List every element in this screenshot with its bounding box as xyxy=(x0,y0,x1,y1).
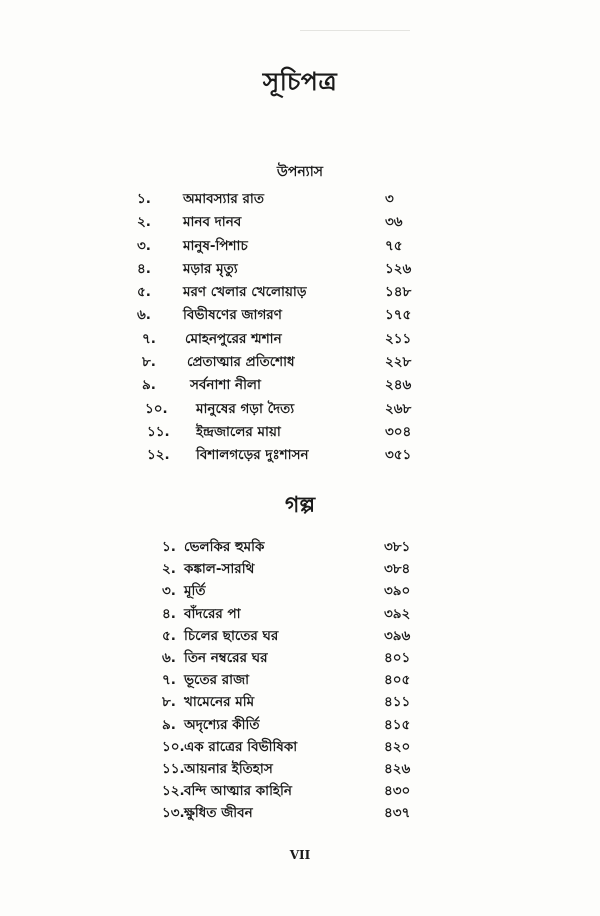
entry-number: ৯. xyxy=(162,716,176,733)
entry-page-number: ৩৯০ xyxy=(384,583,411,600)
entry-title: ক্ষুধিত জীবন xyxy=(184,805,253,822)
novels-list xyxy=(0,188,600,468)
entry-page-number: ৩৯২ xyxy=(384,605,411,622)
entry-number: ১২. xyxy=(147,447,170,464)
toc-entry xyxy=(0,603,600,625)
entry-page-number: ৩৯৬ xyxy=(384,627,411,644)
entry-title: ভূতের রাজা xyxy=(184,672,250,689)
entry-title: প্রেতাত্মার প্রতিশোধ xyxy=(187,354,295,371)
toc-entry xyxy=(0,281,600,304)
entry-number: ১১. xyxy=(147,423,170,440)
entry-number: ১. xyxy=(162,539,176,555)
entry-page-number: ৪৩৭ xyxy=(384,805,411,822)
entry-number: ১০. xyxy=(145,400,168,417)
entry-title: মানুষ-পিশাচ xyxy=(183,237,248,254)
entry-title: বাঁদরের পা xyxy=(184,605,241,622)
entry-title: তিন নম্বরের ঘর xyxy=(184,649,268,666)
toc-entry xyxy=(0,625,600,647)
entry-number: ৭. xyxy=(142,330,156,347)
entry-page-number: ৩৮৪ xyxy=(384,561,411,578)
entry-page-number: ২১১ xyxy=(385,330,412,347)
toc-entry xyxy=(0,691,600,713)
scan-artifact xyxy=(300,30,410,31)
entry-page-number: ৩০৪ xyxy=(385,423,412,440)
entry-page-number: ৪০৫ xyxy=(384,672,411,689)
section-heading-stories: গল্প xyxy=(284,493,316,518)
toc-entry xyxy=(0,580,600,602)
toc-entry xyxy=(0,421,600,444)
page-number: VII xyxy=(289,848,311,862)
toc-entry xyxy=(0,304,600,327)
entry-title: সর্বনাশা নীলা xyxy=(190,377,261,394)
toc-entry xyxy=(0,398,600,421)
entry-title: অদৃশ্যের কীর্তি xyxy=(184,716,260,733)
toc-entry xyxy=(0,780,600,802)
entry-number: ৫. xyxy=(137,284,151,301)
entry-number: ১. xyxy=(137,191,151,207)
entry-title: খামেনের মমি xyxy=(184,694,255,711)
toc-entry xyxy=(0,351,600,374)
entry-number: ১২. xyxy=(162,783,185,800)
entry-title: এক রাত্রের বিভীষিকা xyxy=(184,738,298,755)
entry-title: চিলের ছাতের ঘর xyxy=(184,627,279,644)
entry-page-number: ২৬৮ xyxy=(385,400,412,417)
entry-page-number: ৩৬ xyxy=(385,214,403,231)
entry-number: ৪. xyxy=(137,260,151,277)
toc-entry xyxy=(0,714,600,736)
entry-page-number: ৪২৬ xyxy=(384,760,411,777)
entry-page-number: ৪০১ xyxy=(384,649,411,666)
entry-title: মানব দানব xyxy=(183,214,242,231)
toc-entry xyxy=(0,647,600,669)
entry-number: ৩. xyxy=(137,237,151,254)
stories-list xyxy=(0,536,600,825)
entry-page-number: ৪২০ xyxy=(384,738,411,755)
toc-entry xyxy=(0,374,600,397)
entry-title: মড়ার মৃত্যু xyxy=(183,260,238,277)
entry-title: বিশালগড়ের দুঃশাসন xyxy=(196,447,309,464)
entry-page-number: ৭৫ xyxy=(385,237,403,254)
entry-number: ৪. xyxy=(162,605,176,622)
toc-entry xyxy=(0,188,600,211)
entry-number: ১৩. xyxy=(162,805,185,822)
entry-page-number: ৩ xyxy=(385,191,394,207)
entry-number: ৬. xyxy=(162,649,176,666)
entry-page-number: ২২৮ xyxy=(385,354,412,371)
entry-number: ৫. xyxy=(162,627,176,644)
toc-entry xyxy=(0,211,600,234)
entry-title: মূর্তি xyxy=(184,583,206,600)
entry-title: বন্দি আত্মার কাহিনি xyxy=(184,783,292,800)
entry-number: ৮. xyxy=(162,694,176,711)
toc-entry xyxy=(0,669,600,691)
toc-entry xyxy=(0,758,600,780)
entry-title: মরণ খেলার খেলোয়াড় xyxy=(183,284,307,301)
entry-number: ২. xyxy=(137,214,151,231)
entry-page-number: ৩৫১ xyxy=(385,447,412,464)
toc-entry xyxy=(0,802,600,824)
toc-entry xyxy=(0,736,600,758)
entry-title: মোহনপুরের শ্মশান xyxy=(185,330,282,347)
entry-page-number: ৩৮১ xyxy=(384,539,411,555)
entry-title: আয়নার ইতিহাস xyxy=(184,760,273,777)
entry-number: ৬. xyxy=(137,307,151,324)
toc-entry xyxy=(0,235,600,258)
entry-title: ইন্দ্রজালের মায়া xyxy=(196,423,281,440)
toc-entry xyxy=(0,558,600,580)
toc-entry xyxy=(0,258,600,281)
entry-number: ৯. xyxy=(142,377,156,394)
entry-page-number: ২৪৬ xyxy=(385,377,412,394)
entry-number: ১০. xyxy=(162,738,185,755)
entry-page-number: ৪৩০ xyxy=(384,783,411,800)
entry-title: কঙ্কাল-সারথি xyxy=(184,561,255,578)
entry-title: অমাবস্যার রাত xyxy=(183,191,264,207)
entry-title: মানুষের গড়া দৈত্য xyxy=(196,400,295,417)
entry-page-number: ১২৬ xyxy=(385,260,412,277)
toc-entry xyxy=(0,328,600,351)
entry-number: ৩. xyxy=(162,583,176,600)
entry-page-number: ১৪৮ xyxy=(385,284,412,301)
entry-title: ভেলকির হুমকি xyxy=(184,539,265,555)
page-title: সূচিপত্র xyxy=(262,67,338,96)
entry-number: ৮. xyxy=(142,354,156,371)
entry-number: ২. xyxy=(162,561,176,578)
entry-page-number: ১৭৫ xyxy=(385,307,412,324)
section-heading-novels: উপন্যাস xyxy=(276,164,324,180)
entry-page-number: ৪১৫ xyxy=(384,716,411,733)
toc-entry xyxy=(0,444,600,467)
entry-page-number: ৪১১ xyxy=(384,694,411,711)
toc-entry xyxy=(0,536,600,558)
entry-number: ৭. xyxy=(162,672,176,689)
entry-number: ১১. xyxy=(162,760,185,777)
entry-title: বিভীষণের জাগরণ xyxy=(183,307,282,324)
